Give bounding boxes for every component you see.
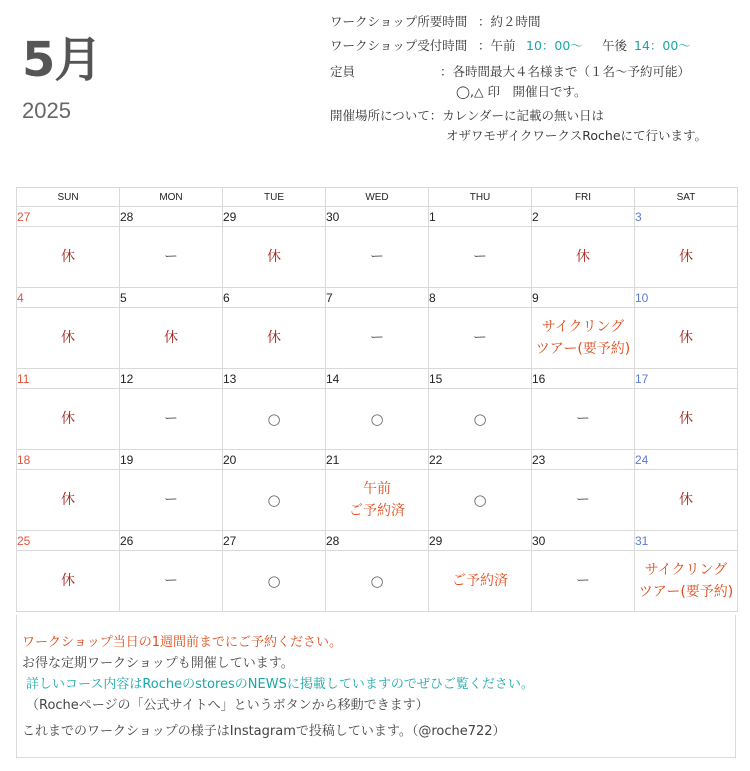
venue-text-1: 開催場所について：カレンダーに記載の無い日は xyxy=(330,108,604,123)
day-status-dash: ー xyxy=(576,411,590,427)
day-status-cell xyxy=(635,389,738,450)
date-number: 12 xyxy=(120,369,223,389)
day-status-event: ツアー(要予約) xyxy=(638,584,734,600)
day-status-cell xyxy=(120,470,223,531)
day-status-cell xyxy=(120,389,223,450)
date-number: 13 xyxy=(223,369,326,389)
notes-box xyxy=(16,615,736,758)
reception-am-time: 10：00〜 xyxy=(526,38,583,53)
date-number: 1 xyxy=(429,207,532,227)
capacity-label: 定員 xyxy=(330,64,356,79)
reception-pm-time: 14：00〜 xyxy=(634,38,691,53)
date-number: 22 xyxy=(429,450,532,470)
date-number: 30 xyxy=(532,531,635,551)
day-status-holiday: 休 xyxy=(679,330,693,346)
notes-course-info: 詳しいコース内容はRocheのstoresのNEWSに掲載していますのでぜひご覧ください。 xyxy=(26,677,534,692)
date-number: 14 xyxy=(326,369,429,389)
notes-regular-workshop: お得な定期ワークショップも開催しています。 xyxy=(22,656,294,671)
day-status-dash: ー xyxy=(473,249,487,265)
day-status-cell xyxy=(223,470,326,531)
date-number: 16 xyxy=(532,369,635,389)
month-title: 5月 xyxy=(22,32,102,88)
day-status-cell xyxy=(223,389,326,450)
day-status-holiday: 休 xyxy=(164,330,178,346)
notes-reservation-deadline: ワークショップ当日の1週間前までにご予約ください。 xyxy=(22,635,343,650)
day-status-holiday: 休 xyxy=(61,411,75,427)
date-number: 29 xyxy=(223,207,326,227)
date-number: 27 xyxy=(17,207,120,227)
day-status-holiday: 休 xyxy=(679,492,693,508)
day-status-dash: ー xyxy=(370,330,384,346)
open-marks-text: ◯,△ 印 開催日です。 xyxy=(456,84,587,99)
day-status-event: サイクリング xyxy=(644,562,728,578)
weekday-header: SUN xyxy=(17,188,120,207)
day-status-dash: ー xyxy=(576,492,590,508)
date-number: 26 xyxy=(120,531,223,551)
weekday-header-row xyxy=(17,188,738,207)
day-status-holiday: 休 xyxy=(267,249,281,265)
weekday-header: MON xyxy=(120,188,223,207)
day-status-event: ツアー(要予約) xyxy=(535,341,631,357)
day-status-dash: ー xyxy=(473,330,487,346)
day-status-cell xyxy=(120,551,223,612)
day-status-holiday: 休 xyxy=(679,249,693,265)
date-number: 8 xyxy=(429,288,532,308)
day-status-cell xyxy=(532,308,635,369)
day-status-event: サイクリング xyxy=(541,319,625,335)
day-status-circle: ○ xyxy=(370,410,384,428)
weekday-header: SAT xyxy=(635,188,738,207)
day-status-holiday: 休 xyxy=(61,249,75,265)
weekday-header: THU xyxy=(429,188,532,207)
day-status-cell xyxy=(429,551,532,612)
day-status-holiday: 休 xyxy=(576,249,590,265)
date-number: 5 xyxy=(120,288,223,308)
day-status-event: ご予約済 xyxy=(452,573,508,589)
day-status-dash: ー xyxy=(164,411,178,427)
capacity-value: ：各時間最大４名様まで（１名〜予約可能） xyxy=(440,64,691,79)
year-label: 2025 xyxy=(22,98,71,123)
duration-label: ワークショップ所要時間 xyxy=(330,14,468,29)
day-status-cell xyxy=(635,227,738,288)
status-row xyxy=(17,308,738,369)
day-status-cell xyxy=(429,308,532,369)
reception-pm-prefix: 午後 xyxy=(602,38,628,53)
date-number: 24 xyxy=(635,450,738,470)
day-status-dash: ー xyxy=(576,573,590,589)
day-status-circle: ○ xyxy=(473,491,487,509)
calendar-body xyxy=(17,207,738,612)
day-status-cell xyxy=(429,227,532,288)
date-number: 7 xyxy=(326,288,429,308)
day-status-dash: ー xyxy=(164,249,178,265)
day-status-cell xyxy=(326,308,429,369)
date-number: 23 xyxy=(532,450,635,470)
date-number: 11 xyxy=(17,369,120,389)
day-status-cell xyxy=(223,308,326,369)
calendar-table xyxy=(16,187,738,612)
day-status-cell xyxy=(223,551,326,612)
day-status-circle: ○ xyxy=(473,410,487,428)
date-number: 31 xyxy=(635,531,738,551)
weekday-header: WED xyxy=(326,188,429,207)
day-status-cell xyxy=(17,551,120,612)
date-row xyxy=(17,207,738,227)
day-status-circle: ○ xyxy=(267,572,281,590)
date-row xyxy=(17,288,738,308)
date-row xyxy=(17,450,738,470)
day-status-cell xyxy=(532,227,635,288)
status-row xyxy=(17,551,738,612)
day-status-cell xyxy=(635,551,738,612)
day-status-holiday: 休 xyxy=(61,330,75,346)
day-status-cell xyxy=(120,308,223,369)
date-number: 30 xyxy=(326,207,429,227)
day-status-cell xyxy=(326,227,429,288)
venue-text-2: オザワモザイクワークスRocheにて行います。 xyxy=(446,128,708,143)
day-status-cell xyxy=(326,389,429,450)
day-status-holiday: 休 xyxy=(61,492,75,508)
day-status-holiday: 休 xyxy=(679,411,693,427)
date-number: 10 xyxy=(635,288,738,308)
day-status-cell xyxy=(429,389,532,450)
notes-instagram: これまでのワークショップの様子はInstagramで投稿しています。（@roche722） xyxy=(22,724,506,739)
day-status-cell xyxy=(429,470,532,531)
date-number: 19 xyxy=(120,450,223,470)
date-number: 6 xyxy=(223,288,326,308)
day-status-holiday: 休 xyxy=(267,330,281,346)
day-status-cell xyxy=(635,470,738,531)
date-number: 25 xyxy=(17,531,120,551)
day-status-cell xyxy=(635,308,738,369)
day-status-event: 午前 xyxy=(363,481,391,497)
reception-am-prefix: ：午前 xyxy=(478,38,516,53)
date-row xyxy=(17,531,738,551)
date-number: 3 xyxy=(635,207,738,227)
day-status-cell xyxy=(17,389,120,450)
day-status-cell xyxy=(326,551,429,612)
day-status-cell xyxy=(326,470,429,531)
date-number: 27 xyxy=(223,531,326,551)
date-number: 28 xyxy=(120,207,223,227)
day-status-cell xyxy=(532,470,635,531)
day-status-holiday: 休 xyxy=(61,573,75,589)
weekday-header: FRI xyxy=(532,188,635,207)
date-row xyxy=(17,369,738,389)
day-status-circle: ○ xyxy=(267,410,281,428)
date-number: 15 xyxy=(429,369,532,389)
weekday-header: TUE xyxy=(223,188,326,207)
day-status-circle: ○ xyxy=(267,491,281,509)
status-row xyxy=(17,389,738,450)
date-number: 28 xyxy=(326,531,429,551)
date-number: 4 xyxy=(17,288,120,308)
day-status-cell xyxy=(223,227,326,288)
day-status-cell xyxy=(17,470,120,531)
date-number: 20 xyxy=(223,450,326,470)
date-number: 2 xyxy=(532,207,635,227)
date-number: 21 xyxy=(326,450,429,470)
day-status-dash: ー xyxy=(370,249,384,265)
duration-value: ：約２時間 xyxy=(478,14,541,29)
date-number: 9 xyxy=(532,288,635,308)
day-status-cell xyxy=(532,389,635,450)
day-status-event: ご予約済 xyxy=(349,503,405,519)
day-status-dash: ー xyxy=(164,492,178,508)
reception-label: ワークショップ受付時間 xyxy=(330,38,468,53)
status-row xyxy=(17,470,738,531)
day-status-cell xyxy=(120,227,223,288)
day-status-dash: ー xyxy=(164,573,178,589)
day-status-cell xyxy=(17,227,120,288)
day-status-cell xyxy=(17,308,120,369)
day-status-cell xyxy=(532,551,635,612)
notes-button-hint: （Rocheページの「公式サイトへ」というボタンから移動できます） xyxy=(26,698,429,713)
date-number: 18 xyxy=(17,450,120,470)
date-number: 17 xyxy=(635,369,738,389)
day-status-circle: ○ xyxy=(370,572,384,590)
status-row xyxy=(17,227,738,288)
date-number: 29 xyxy=(429,531,532,551)
